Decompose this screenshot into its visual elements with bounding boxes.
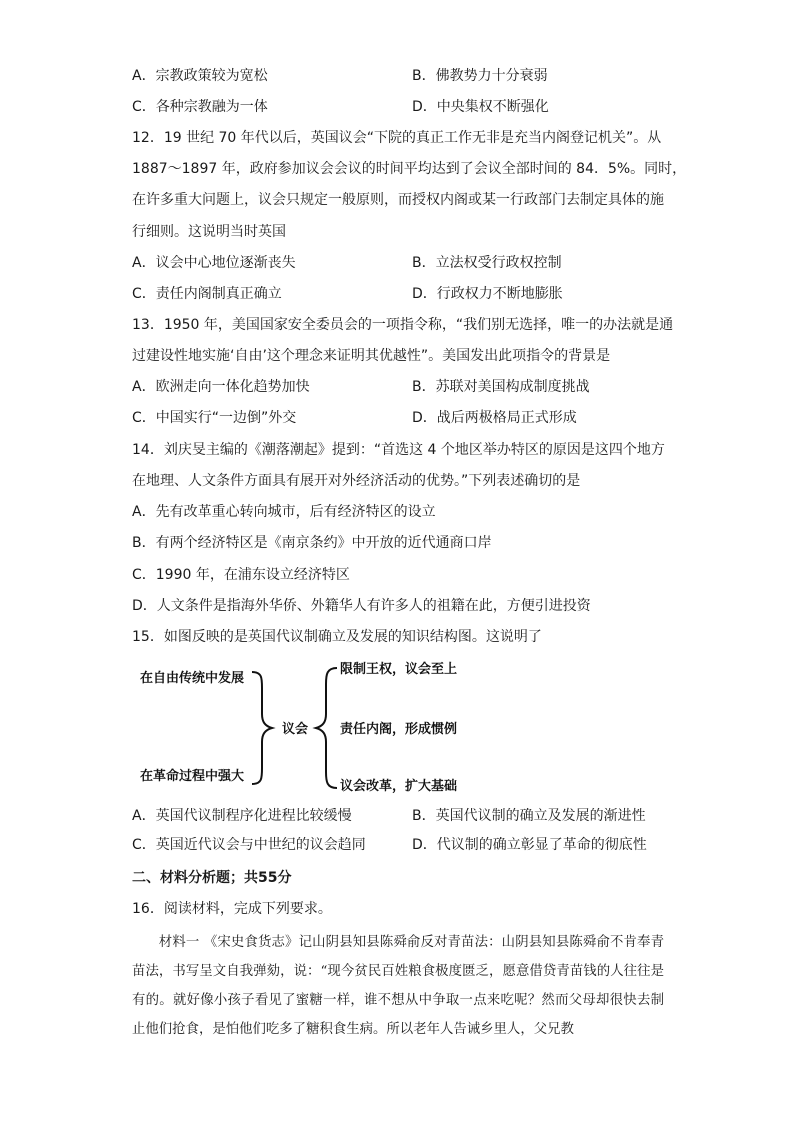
parliament-structure-diagram (132, 656, 472, 794)
diagram-right-2: 责任内阁，形成惯例 (340, 722, 458, 737)
section-heading: 二、材料分析题；共55分 (132, 870, 292, 886)
diagram-right-3: 议会改革，扩大基础 (340, 779, 458, 794)
q13-option-d: D．战后两极格局正式形成 (412, 410, 577, 426)
q14-option-d: D．人文条件是指海外华侨、外籍华人有许多人的祖籍在此，方便引进投资 (132, 598, 591, 614)
q13-stem-line-2: 过建设性地实施‘自由’这个理念来证明其优越性”。美国发出此项指令的背景是 (132, 348, 611, 364)
q14-stem-line-2: 在地理、人文条件方面具有展开对外经济活动的优势。”下列表述确切的是 (132, 473, 581, 489)
q12-option-c: C．责任内阁制真正确立 (132, 286, 282, 302)
q11-option-b: B．佛教势力十分衰弱 (412, 68, 548, 84)
q14-stem-line-1: 14．刘庆旻主编的《潮落潮起》提到：“首选这 4 个地区举办特区的原因是这四个地方 (132, 442, 665, 458)
q14-option-a: A．先有改革重心转向城市，后有经济特区的设立 (132, 504, 436, 520)
q11-option-d: D．中央集权不断强化 (412, 99, 549, 115)
diagram-right-1: 限制王权，议会至上 (340, 662, 458, 677)
q13-option-a: A．欧洲走向一体化趋势加快 (132, 379, 310, 395)
q13-option-c: C．中国实行“一边倒”外交 (132, 410, 297, 426)
right-brace (316, 668, 337, 788)
q15-stem: 15．如图反映的是英国代议制确立及发展的知识结构图。这说明了 (132, 629, 542, 645)
diagram-center-parliament: 议会 (282, 722, 309, 737)
q14-option-b: B．有两个经济特区是《南京条约》中开放的近代通商口岸 (132, 535, 492, 551)
q12-stem-line-4: 行细则。这说明当时英国 (132, 224, 286, 240)
q12-option-d: D．行政权力不断地膨胀 (412, 286, 563, 302)
q11-option-c: C．各种宗教融为一体 (132, 99, 268, 115)
q11-option-a: A．宗教政策较为宽松 (132, 68, 268, 84)
q15-option-a: A．英国代议制程序化进程比较缓慢 (132, 808, 352, 824)
q12-option-b: B．立法权受行政权控制 (412, 255, 562, 271)
diagram-left-top: 在自由传统中发展 (140, 671, 245, 686)
q15-option-c: C．英国近代议会与中世纪的议会趋同 (132, 837, 366, 853)
q12-stem-line-2: 1887～1897 年，政府参加议会会议的时间平均达到了会议全部时间的 84．5%。同时， (132, 161, 687, 177)
q12-stem-line-1: 12．19 世纪 70 年代以后，英国议会“下院的真正工作无非是充当内阁登记机关”。从 (132, 130, 662, 146)
q15-option-d: D．代议制的确立彰显了革命的彻底性 (412, 837, 647, 853)
q16-material-1: 材料一 《宋史食货志》记山阴县知县陈舜俞反对青苗法：山阴县知县陈舜俞不肯奉青苗法，书写呈文自我弹劾，说：“现今贫民百姓粮食极度匮乏，愿意借贷青苗钱的人往往是有的。就好像小孩子看见了蜜糖一样，谁不想从中争取一点来吃呢？然而父母却很快去制止他们抢食，是怕他们吃多了糖积食生病。所以老年人告诫乡里人，父兄教 (132, 935, 664, 1037)
q12-stem-line-3: 在许多重大问题上，议会只规定一般原则，而授权内阁或某一行政部门去制定具体的施 (132, 192, 664, 208)
diagram-left-bottom: 在革命过程中强大 (140, 769, 245, 784)
q15-option-b: B．英国代议制的确立及发展的渐进性 (412, 808, 646, 824)
left-brace (252, 672, 272, 784)
q13-stem-line-1: 13．1950 年，美国国家安全委员会的一项指令称，“我们别无选择，唯一的办法就是通 (132, 317, 674, 333)
q13-option-b: B．苏联对美国构成制度挑战 (412, 379, 590, 395)
q16-stem: 16．阅读材料，完成下列要求。 (132, 901, 332, 917)
q14-option-c: C．1990 年，在浦东设立经济特区 (132, 567, 350, 583)
q12-option-a: A．议会中心地位逐渐丧失 (132, 255, 296, 271)
